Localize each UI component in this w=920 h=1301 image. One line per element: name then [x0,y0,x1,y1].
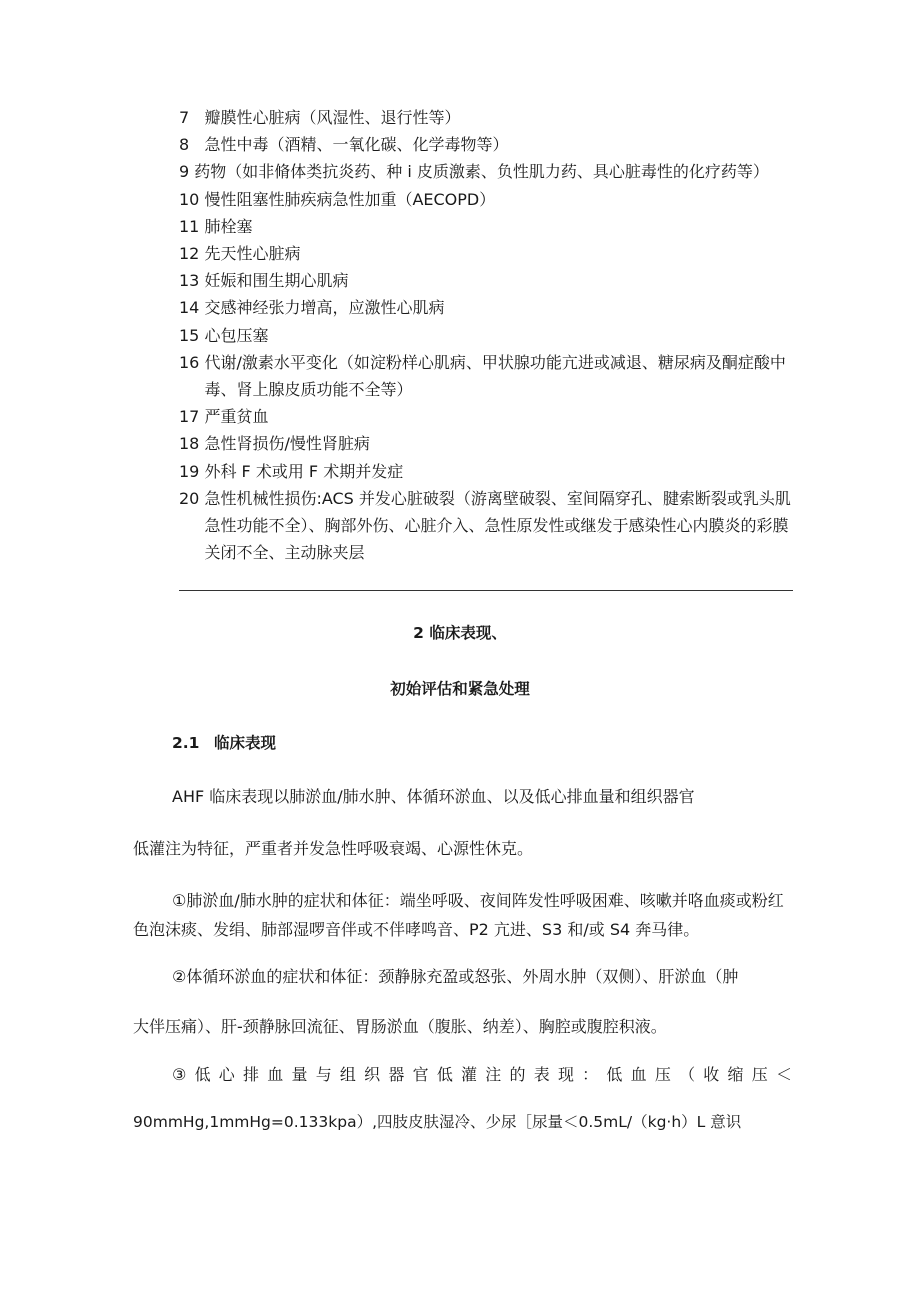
list-item [179,213,799,240]
list-item [179,267,799,294]
paragraph-systemic-congestion-line1: ②体循环淤血的症状和体征：颈静脉充盈或怒张、外周水肿（双侧）、肝淤血（肿 [172,967,739,986]
list-item-number: 16 [179,352,205,372]
list-item-number: 14 [179,298,205,318]
list-item [179,485,799,567]
list-item-text: 急性肾损伤/慢性肾脏病 [204,434,370,454]
list-item [179,104,799,131]
list-item-number: 8 [179,135,205,155]
list-item-number: 7 [179,108,205,127]
subsection-heading [172,731,276,753]
list-item-text: 肺栓塞 [204,216,253,236]
list-item-text: 交感神经张力增高，应激性心肌病 [204,298,445,318]
list-item-text: 外科 F 术或用 F 术期并发症 [204,461,404,481]
list-item [179,430,799,457]
divider-rule [179,590,793,591]
list-item-text: 急性中毒（酒精、一氧化碳、化学毒物等） [204,135,509,155]
cause-list [179,104,799,566]
list-item [179,158,799,185]
list-item-text: 先天性心脏病 [204,244,301,264]
list-item [179,294,799,321]
paragraph-intro-line1: AHF 临床表现以肺淤血/肺水肿、体循环淤血、以及低心排血量和组织器官 [172,787,695,806]
list-item [179,186,799,213]
section-title-line2: 初始评估和紧急处理 [390,680,530,698]
list-item [179,349,799,403]
list-item-text: 急性机械性损伤:ACS 并发心脏破裂（游离壁破裂、室间隔穿孔、腱索断裂或乳头肌急性功能不全）、胸部外伤、心脏介入、急性原发性或继发于感染性心内膜炎的彩膜关闭不全、主动脉夹层 [204,488,791,563]
list-item-number: 11 [179,216,205,236]
list-item [179,458,799,485]
list-item-text: 心包压塞 [204,325,269,345]
list-item-text: 慢性阻塞性肺疾病急性加重（AECOPD） [204,189,496,209]
paragraph-pulmonary-congestion: ①肺淤血/肺水肿的症状和体征：端坐呼吸、夜间阵发性呼吸困难、咳嗽并咯血痰或粉红色泡沫痰、发绢、肺部湿啰音伴或不伴哮鸣音、P2 亢进、S3 和/或 S4 奔马律。 [133,891,784,939]
list-item-number: 20 [179,488,205,508]
list-item-number: 18 [179,434,205,454]
paragraph-systemic-congestion-line2: 大伴压痛）、肝-颈静脉回流征、胃肠淤血（腹胀、纳差）、胸腔或腹腔积液。 [133,1017,667,1036]
list-item-text: 严重贫血 [204,407,269,427]
subsection-number: 2.1 [172,734,200,752]
list-item [179,322,799,349]
list-item-text: 妊娠和围生期心肌病 [204,271,349,291]
paragraph-low-output-line1: ③低心排血量与组织器官低灌注的表现：低血压（收缩压＜ [172,1065,792,1084]
list-item-number: 19 [179,461,205,481]
list-item [179,403,799,430]
list-item-text: 瓣膜性心脏病（风湿性、退行性等） [204,108,461,127]
list-item-text: 药物（如非脩体类抗炎药、种 i 皮质激素、负性肌力药、具心脏毒性的化疗药等） [194,162,769,182]
subsection-title: 临床表现 [214,734,277,752]
paragraph-intro-line2: 低灌注为特征，严重者并发急性呼吸衰竭、心源性休克。 [133,839,534,858]
section-title-line1: 2 临床表现、 [413,624,507,642]
list-item-number: 13 [179,271,205,291]
list-item [179,240,799,267]
paragraph-low-output-line2: 90mmHg,1mmHg=0.133kpa）,四肢皮肤湿冷、少尿［尿量＜0.5mL/（kg·h）L 意识 [133,1113,742,1131]
list-item-number: 10 [179,189,205,209]
list-item-number: 12 [179,244,205,264]
list-item-number: 9 [179,162,195,182]
list-item-number: 15 [179,325,205,345]
list-item [179,131,799,158]
list-item-number: 17 [179,407,205,427]
list-item-text: 代谢/激素水平变化（如淀粉样心肌病、甲状腺功能亢进或减退、糖尿病及酮症酸中毒、肾上腺皮质功能不全等） [204,352,786,400]
